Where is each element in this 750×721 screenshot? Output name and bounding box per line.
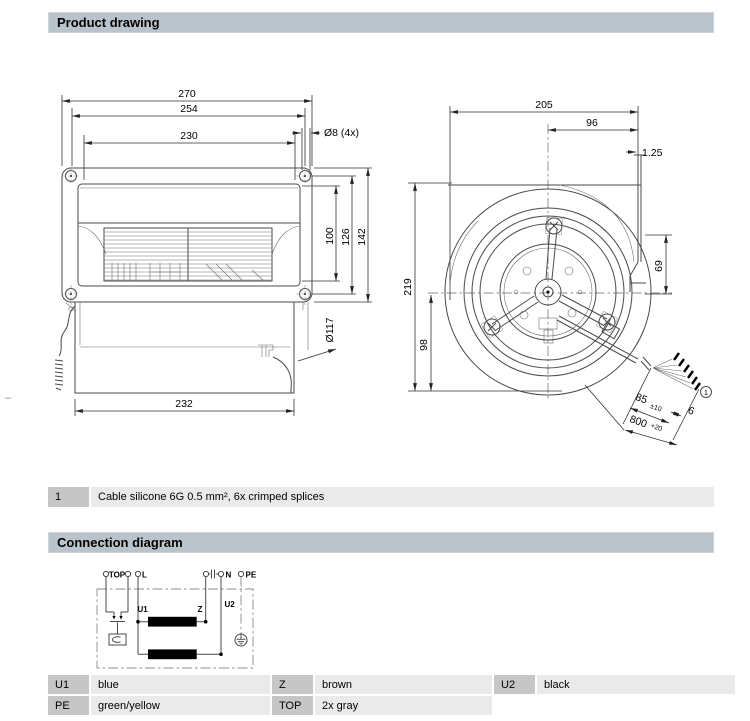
front-opening: [78, 184, 300, 286]
dim-wire-tolerance: ±10: [649, 403, 663, 414]
dim-height-flange: 142: [356, 228, 368, 246]
wire-top-label: TOP: [272, 696, 313, 715]
dim-width-inner: 230: [180, 130, 198, 142]
dim-width-holes: 254: [180, 103, 198, 115]
wire-label-z: Z: [197, 605, 203, 614]
connection-diagram-canvas: [0, 560, 300, 675]
front-housing-body: [75, 302, 308, 393]
margin-tick: –: [5, 392, 12, 404]
wire-pe-color: green/yellow: [91, 696, 270, 715]
dim-cable-length: 800: [627, 413, 649, 431]
thermal-contact-box: [109, 634, 126, 645]
dim-hole-diameter: Ø8 (4x): [324, 127, 360, 139]
terminals: [103, 571, 256, 580]
capacitor-symbol: [209, 570, 219, 579]
wire-u1-color: blue: [91, 675, 270, 694]
dim-plate-thickness: 1.25: [642, 147, 663, 159]
cable-note-text: Cable silicone 6G 0.5 mm², 6x crimped splices: [91, 487, 714, 507]
wire-label-u1: U1: [137, 605, 148, 614]
thermal-contact-glyph: [113, 637, 121, 643]
crimped-splices: [674, 353, 700, 390]
front-cable: [55, 303, 76, 390]
side-view: [402, 99, 712, 445]
wire-u2-label: U2: [494, 675, 535, 694]
dim-crimp-length: 6: [686, 404, 696, 418]
dim-outlet-diameter: Ø117: [324, 317, 336, 343]
winding-main: [148, 617, 197, 627]
earth-symbol: [235, 577, 247, 646]
winding-aux: [148, 649, 197, 659]
wire-u1-label: U1: [48, 675, 89, 694]
dim-depth-center: 96: [586, 117, 598, 129]
section-header-connection-diagram: [48, 532, 714, 553]
dim-height-holes: 126: [340, 228, 352, 246]
front-view: [55, 88, 372, 416]
wire-z-color: brown: [315, 675, 492, 694]
dim-height-right: 69: [653, 260, 665, 272]
wire-z-label: Z: [272, 675, 313, 694]
terminal-n-label: N: [225, 570, 232, 580]
terminal-l-label: L: [142, 570, 147, 580]
terminal-top-label: TOP: [108, 570, 126, 580]
wire-label-u2: U2: [224, 600, 235, 609]
dim-cable-tolerance: +20: [649, 422, 664, 434]
wire-top-color: 2x gray: [315, 696, 492, 715]
dim-height-lower: 98: [418, 339, 430, 351]
dim-height-inner: 100: [324, 227, 336, 245]
section-title: Product drawing: [57, 15, 160, 30]
callout-number: 1: [703, 388, 709, 397]
inlet-grille: [104, 228, 272, 281]
dim-wire-length: 85: [633, 391, 649, 407]
dim-width-outer: 270: [178, 88, 196, 100]
dim-depth: 232: [175, 398, 193, 410]
dim-depth-total: 205: [535, 99, 553, 111]
terminal-pe-label: PE: [245, 570, 257, 580]
cable-note-index: 1: [48, 487, 89, 507]
section-title: Connection diagram: [57, 535, 183, 550]
dim-height-total: 219: [402, 278, 414, 296]
wire-pe-label: PE: [48, 696, 89, 715]
wire-u2-color: black: [537, 675, 735, 694]
